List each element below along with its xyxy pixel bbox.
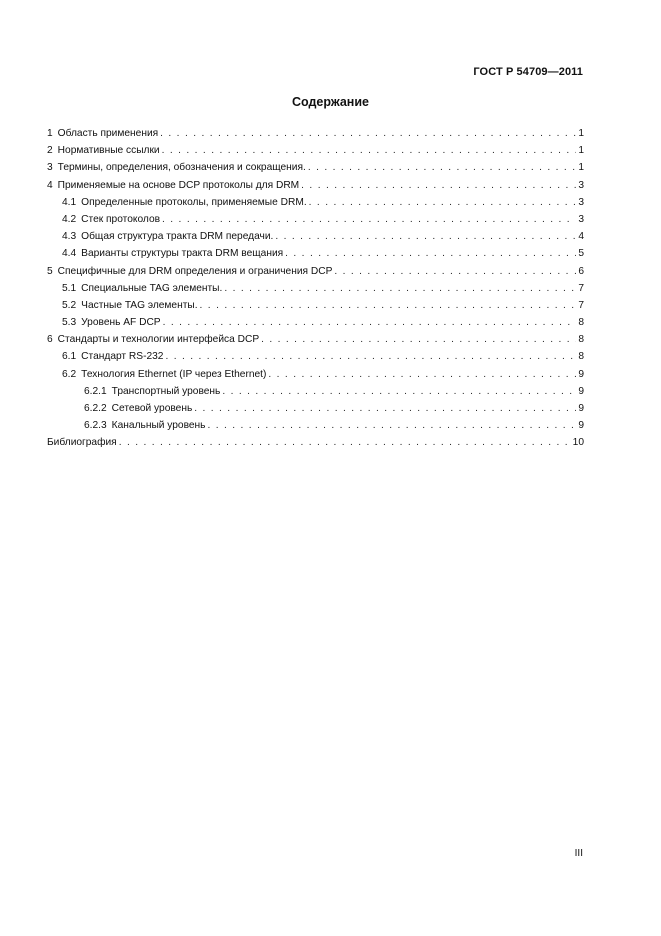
toc-entry-5-3[interactable] bbox=[47, 314, 584, 331]
toc-entry-number: 5.2 bbox=[62, 299, 77, 311]
document-id: ГОСТ Р 54709—2011 bbox=[473, 66, 583, 78]
toc-entry-number: 6.2.3 bbox=[84, 420, 107, 432]
toc-entry-page: 8 bbox=[578, 351, 584, 363]
toc-entry-page: 4 bbox=[578, 231, 584, 243]
toc-entry-number: 6.2.2 bbox=[84, 403, 107, 414]
toc-entry-page: 3 bbox=[578, 196, 584, 208]
dot-leader bbox=[165, 348, 576, 365]
toc-entry-number: 4.1 bbox=[62, 196, 77, 208]
dot-leader bbox=[334, 263, 576, 280]
toc-entry-6[interactable] bbox=[47, 331, 584, 348]
toc-entry-title: Специальные TAG элементы. bbox=[81, 282, 223, 294]
toc-entry-4-4[interactable] bbox=[47, 245, 584, 262]
toc-entry-page: 3 bbox=[578, 213, 584, 225]
toc-entry-page: 6 bbox=[578, 265, 584, 277]
toc-entry-page: 1 bbox=[578, 145, 584, 157]
toc-entry-title: Стандарты и технологии интерфейса DCP bbox=[57, 334, 260, 346]
toc-entry-page: 1 bbox=[578, 128, 584, 139]
toc-entry-5[interactable] bbox=[47, 263, 584, 280]
toc-entry-title: Библиография bbox=[47, 437, 117, 449]
page-number: III bbox=[574, 848, 583, 859]
toc-entry-title: Уровень AF DCP bbox=[81, 317, 161, 329]
dot-leader bbox=[224, 280, 576, 297]
toc-entry-title: Стандарт RS-232 bbox=[81, 351, 164, 363]
toc-entry-4-1[interactable] bbox=[47, 194, 584, 211]
toc-entry-6-2-3[interactable] bbox=[47, 417, 584, 434]
toc-entry-page: 9 bbox=[578, 403, 584, 414]
dot-leader bbox=[222, 383, 576, 400]
toc-entry-page: 7 bbox=[578, 282, 584, 294]
toc-entry-number: 6.2.1 bbox=[84, 385, 107, 397]
toc-entry-title: Определенные протоколы, применяемые DRM. bbox=[81, 196, 307, 208]
toc-entry-page: 1 bbox=[578, 162, 584, 174]
toc-entry-page: 8 bbox=[578, 317, 584, 329]
table-of-contents bbox=[47, 125, 584, 452]
dot-leader bbox=[119, 434, 571, 451]
toc-entry-1[interactable] bbox=[47, 125, 584, 142]
dot-leader bbox=[308, 159, 576, 176]
toc-entry-number: 3 bbox=[47, 162, 53, 174]
toc-entry-page: 8 bbox=[578, 334, 584, 346]
dot-leader bbox=[208, 417, 577, 434]
toc-entry-6-2-1[interactable] bbox=[47, 383, 584, 400]
dot-leader bbox=[162, 142, 577, 159]
toc-entry-page: 3 bbox=[578, 179, 584, 191]
toc-entry-4-3[interactable] bbox=[47, 228, 584, 245]
toc-entry-title: Частные TAG элементы. bbox=[81, 299, 198, 311]
toc-title: Содержание bbox=[291, 95, 369, 109]
toc-entry-6-2-2[interactable] bbox=[47, 400, 584, 417]
toc-entry-title: Область применения bbox=[57, 128, 159, 139]
toc-entry-6-2[interactable] bbox=[47, 366, 584, 383]
toc-entry-2[interactable] bbox=[47, 142, 584, 159]
toc-entry-title: Стек протоколов bbox=[81, 213, 161, 225]
toc-entry-title: Общая структура тракта DRM передачи. bbox=[81, 231, 274, 243]
dot-leader bbox=[261, 331, 576, 348]
dot-leader bbox=[160, 125, 576, 142]
toc-entry-number: 4.4 bbox=[62, 248, 77, 260]
toc-entry-title: Сетевой уровень bbox=[111, 403, 193, 414]
toc-entry-3[interactable] bbox=[47, 159, 584, 176]
toc-entry-number: 4 bbox=[47, 179, 53, 191]
toc-entry-5-1[interactable] bbox=[47, 280, 584, 297]
toc-entry-bibliography[interactable] bbox=[47, 434, 584, 451]
toc-entry-number: 1 bbox=[47, 128, 53, 139]
dot-leader bbox=[268, 366, 576, 383]
dot-leader bbox=[163, 314, 577, 331]
dot-leader bbox=[200, 297, 577, 314]
toc-entry-title: Применяемые на основе DCP протоколы для DRM bbox=[57, 179, 300, 191]
dot-leader bbox=[194, 400, 576, 417]
toc-entry-number: 4.2 bbox=[62, 213, 77, 225]
toc-entry-page: 9 bbox=[578, 368, 584, 380]
dot-leader bbox=[275, 228, 576, 245]
toc-entry-page: 7 bbox=[578, 299, 584, 311]
dot-leader bbox=[162, 211, 576, 228]
toc-entry-number: 2 bbox=[47, 145, 53, 157]
toc-entry-title: Варианты структуры тракта DRM вещания bbox=[81, 248, 284, 260]
dot-leader bbox=[301, 177, 576, 194]
toc-entry-number: 5.1 bbox=[62, 282, 77, 294]
dot-leader bbox=[285, 245, 576, 262]
dot-leader bbox=[309, 194, 577, 211]
toc-entry-page: 9 bbox=[578, 385, 584, 397]
toc-entry-title: Технология Ethernet (IP через Ethernet) bbox=[81, 368, 267, 380]
toc-entry-number: 5 bbox=[47, 265, 53, 277]
toc-entry-number: 6 bbox=[47, 334, 53, 346]
toc-entry-title: Транспортный уровень bbox=[111, 385, 221, 397]
toc-entry-title: Канальный уровень bbox=[111, 420, 206, 432]
toc-entry-title: Нормативные ссылки bbox=[57, 145, 160, 157]
toc-entry-page: 9 bbox=[578, 420, 584, 432]
toc-entry-number: 6.2 bbox=[62, 368, 77, 380]
toc-entry-page: 10 bbox=[572, 437, 584, 449]
toc-entry-6-1[interactable] bbox=[47, 348, 584, 365]
toc-entry-title: Специфичные для DRM определения и ограничения DCP bbox=[57, 265, 333, 277]
toc-entry-page: 5 bbox=[578, 248, 584, 260]
toc-entry-number: 4.3 bbox=[62, 231, 77, 243]
toc-entry-4-2[interactable] bbox=[47, 211, 584, 228]
toc-entry-4[interactable] bbox=[47, 177, 584, 194]
toc-entry-number: 5.3 bbox=[62, 317, 77, 329]
toc-entry-number: 6.1 bbox=[62, 351, 77, 363]
toc-entry-title: Термины, определения, обозначения и сокращения. bbox=[57, 162, 306, 174]
toc-entry-5-2[interactable] bbox=[47, 297, 584, 314]
